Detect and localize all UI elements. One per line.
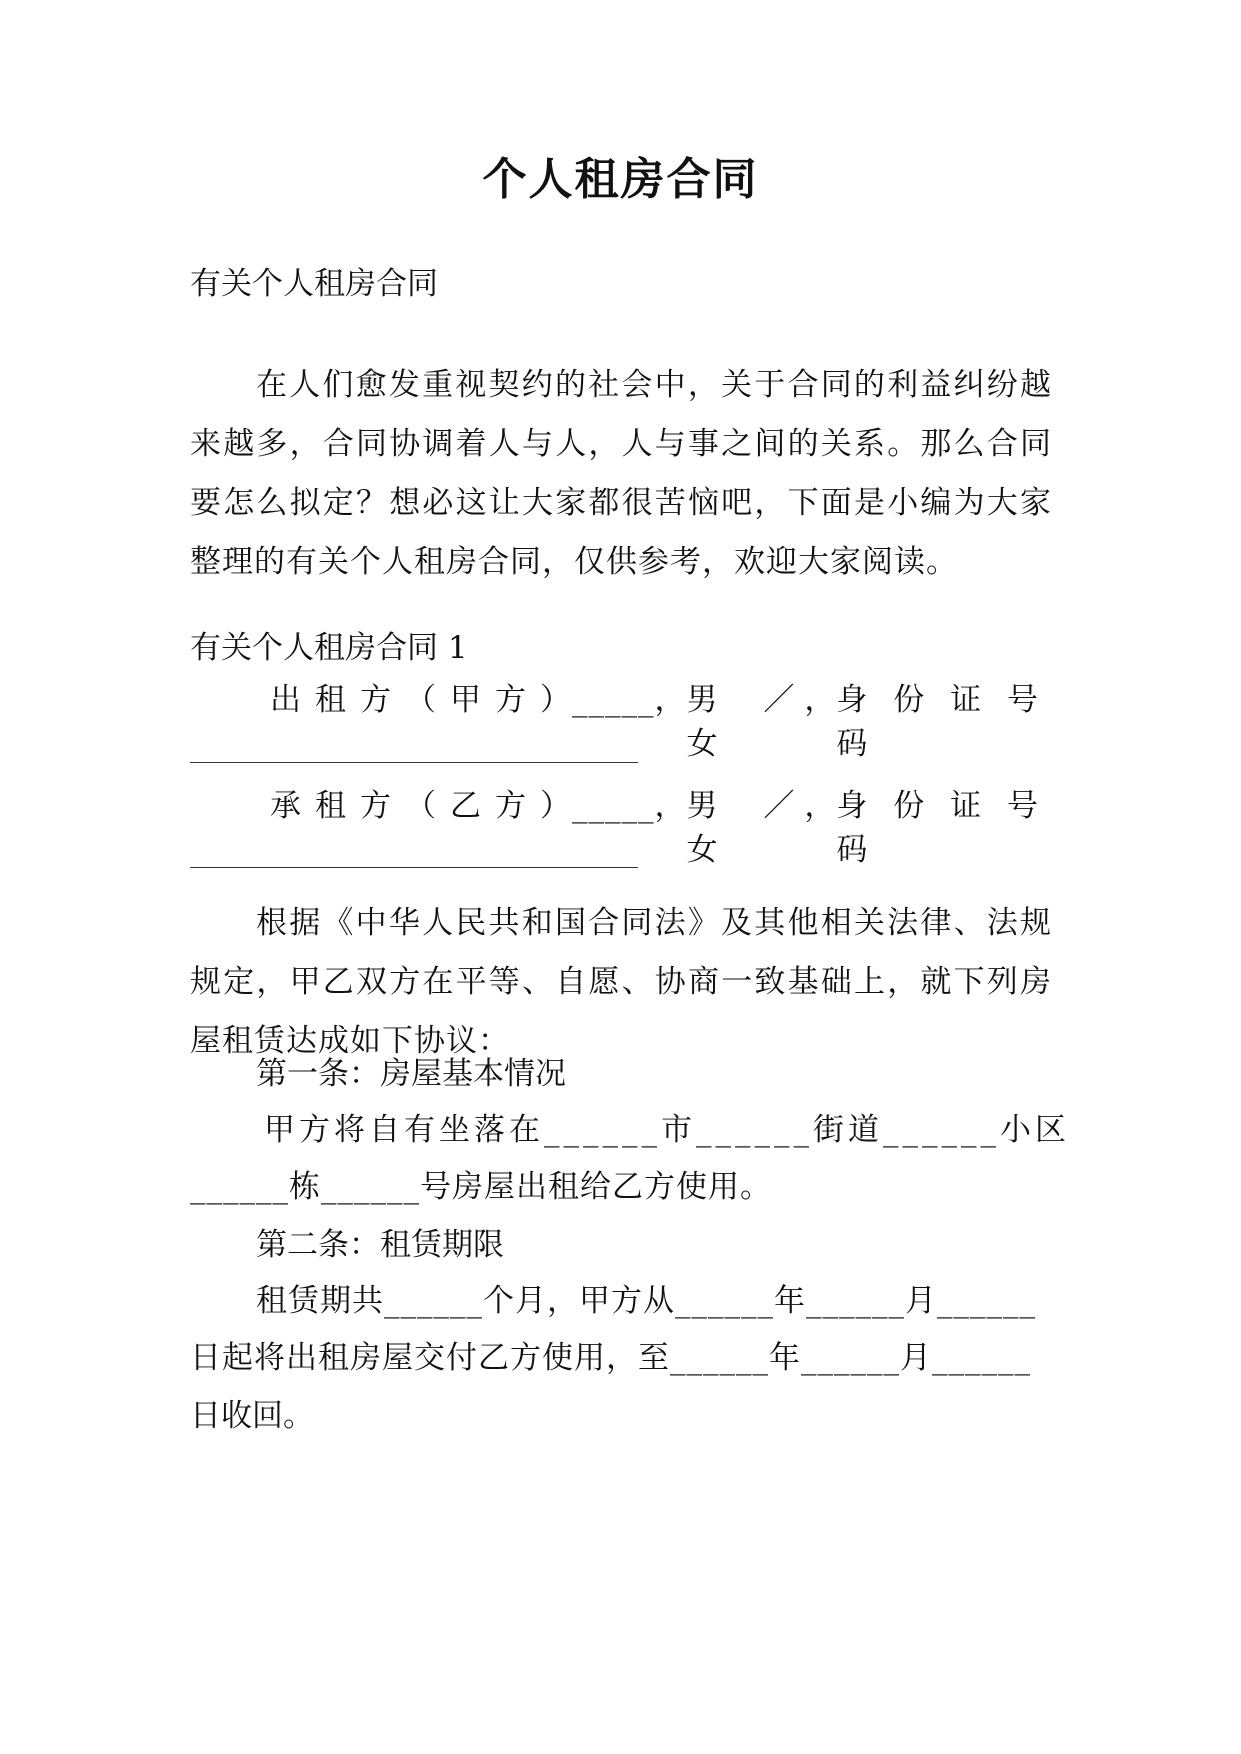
comma: ， <box>654 788 687 824</box>
basis-paragraph: 根据《中华人民共和国合同法》及其他相关法律、法规规定，甲乙双方在平等、自愿、协商一致基础上，就下列房屋租赁达成如下协议： <box>190 905 1052 1059</box>
lessor-line <box>270 678 1052 766</box>
article2-line3: 日收回。 <box>190 1398 314 1434</box>
section-heading: 有关个人租房合同 1 <box>190 630 468 666</box>
article2-line2: 日起将出租房屋交付乙方使用，至______年______月______ <box>190 1340 1031 1376</box>
article1-heading: 第一条：房屋基本情况 <box>256 1056 566 1092</box>
lessor-id-blank-line <box>190 762 638 763</box>
lessee-line <box>270 784 1052 872</box>
lessee-label: 承租方（乙方） <box>270 788 585 824</box>
lessee-gender: 男／女 <box>686 788 805 868</box>
comma: ， <box>804 788 837 824</box>
lessor-id-label: 身份证号码 <box>836 682 1052 762</box>
page-title: 个人租房合同 <box>482 154 759 205</box>
lessor-name-blank: _____ <box>571 682 655 718</box>
article1-line2: ______栋______号房屋出租给乙方使用。 <box>190 1169 772 1205</box>
article2-heading: 第二条：租赁期限 <box>256 1227 504 1263</box>
lessor-gender: 男／女 <box>686 682 805 762</box>
document-subtitle: 有关个人租房合同 <box>190 266 438 302</box>
intro-paragraph: 在人们愈发重视契约的社会中，关于合同的利益纠纷越来越多，合同协调着人与人，人与事之间的关系。那么合同要怎么拟定？想必这让大家都很苦恼吧，下面是小编为大家整理的有关个人租房合同，仅供参考，欢迎大家阅读。 <box>190 367 1052 580</box>
comma: ， <box>654 682 687 718</box>
comma: ， <box>804 682 837 718</box>
lessee-id-label: 身份证号码 <box>836 788 1052 868</box>
lessee-id-blank-line <box>190 867 638 868</box>
article2-line1: 租赁期共______个月，甲方从______年______月______ <box>256 1283 1036 1319</box>
article1-line1: 甲方将自有坐落在______市______街道______小区 <box>264 1112 1070 1148</box>
lessee-name-blank: _____ <box>571 788 655 824</box>
lessor-label: 出租方（甲方） <box>270 682 585 718</box>
